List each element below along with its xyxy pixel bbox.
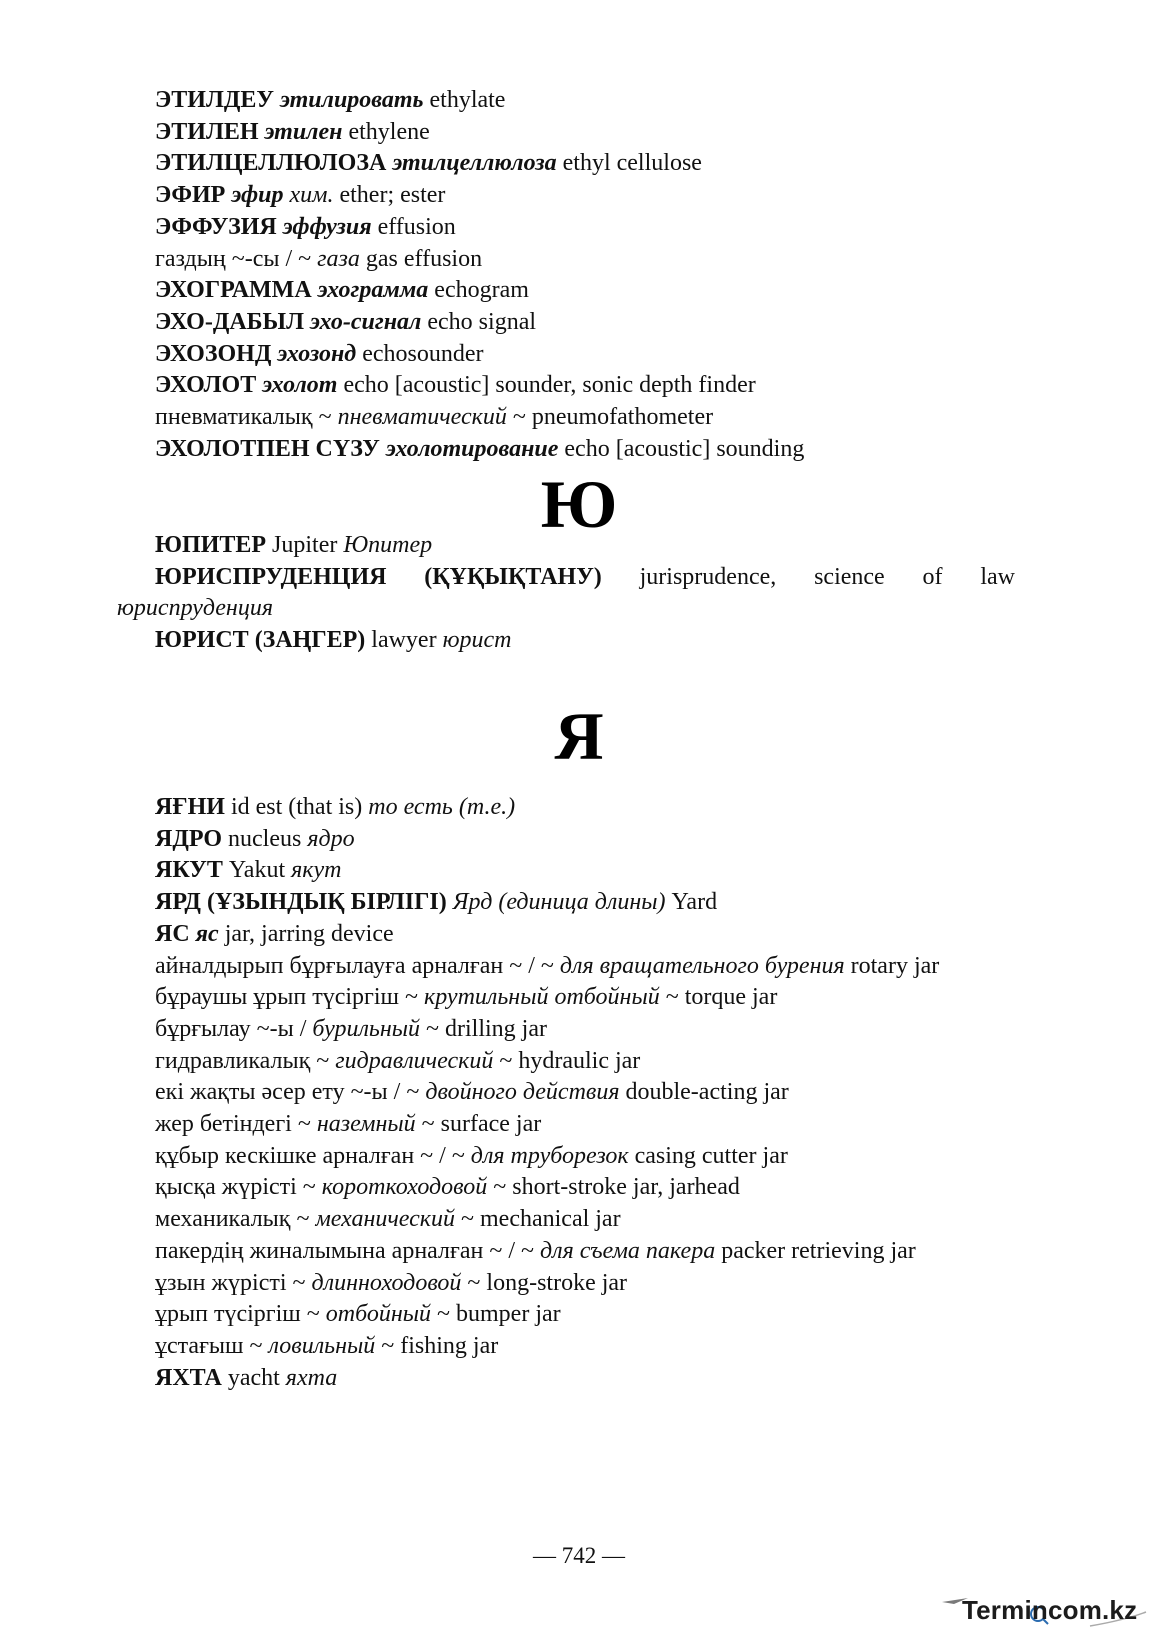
entry-translation-ru: крутильный отбойный [424, 984, 660, 1011]
dictionary-entry [155, 339, 1015, 371]
entry-text: Yard [665, 889, 718, 916]
entry-text: газдың ~-сы / ~ [155, 245, 318, 272]
entry-headword: этилцеллюлоза [392, 150, 557, 177]
entry-text: echo [acoustic] sounding [558, 435, 805, 462]
dictionary-entry [155, 1109, 1015, 1141]
dictionary-entry [155, 1299, 1015, 1331]
dictionary-entry [155, 530, 1015, 562]
dictionary-entry [155, 402, 1015, 434]
entry-headword: этилен [264, 118, 343, 145]
dictionary-entry [155, 307, 1015, 339]
entry-translation-ru: короткоходовой [321, 1174, 488, 1201]
entry-headword: ЭХОЛОТ [155, 372, 263, 399]
dictionary-entry [155, 625, 1015, 657]
entries-section-ya [155, 792, 1015, 1394]
entry-headword: ЯДРО [155, 825, 223, 852]
entry-headword: эхо-сигнал [310, 308, 422, 335]
entry-headword: ЭТИЛДЕУ [155, 87, 280, 113]
entry-translation-ru: длинноходовой [311, 1269, 462, 1296]
entry-text: пакердің жиналымына арналған ~ / ~ [155, 1237, 540, 1264]
dictionary-entry [155, 1141, 1015, 1173]
entry-translation-ru: для труборезок [470, 1142, 629, 1169]
entry-text: ~ pneumofathometer [506, 404, 714, 431]
entry-headword: ЭТИЛЦЕЛЛЮЛОЗА [155, 150, 393, 177]
entry-headword: ЭХОГРАММА [155, 277, 318, 304]
entry-text: packer retrieving jar [715, 1237, 916, 1264]
entry-translation-ru: Юпитер [343, 532, 433, 558]
entry-headword: яс [195, 920, 219, 947]
entry-text: ether; ester [333, 182, 446, 209]
dictionary-entry [155, 117, 1015, 149]
entry-text: ethylene [342, 118, 430, 145]
entry-translation-ru: юрист [442, 627, 512, 654]
entry-translation-ru: ядро [307, 825, 355, 852]
entry-translation-ru: для съема пакера [539, 1237, 716, 1264]
entry-text: ~ long-stroke jar [461, 1269, 628, 1296]
page-number: — 742 — [533, 1543, 625, 1568]
entry-translation-ru: то есть (т.е.) [368, 794, 516, 820]
dictionary-entry [155, 1363, 1015, 1395]
dictionary-entry [155, 244, 1015, 276]
entry-text: nucleus [222, 825, 308, 852]
entries-section-yu [117, 530, 1015, 657]
entry-text: механикалық ~ [155, 1206, 316, 1233]
entry-text: rotary jar [844, 952, 940, 979]
entry-headword: ЮРИСПРУДЕНЦИЯ (ҚҰҚЫҚТАНУ) [155, 563, 602, 590]
dictionary-entry [155, 982, 1015, 1014]
entry-headword: ЭФИР [155, 182, 232, 209]
entry-text: echosounder [356, 340, 484, 367]
entry-translation-ru: механический [315, 1206, 456, 1233]
entry-text: бұраушы ұрып түсіргіш ~ [155, 984, 425, 1011]
site-logo[interactable] [940, 1592, 1150, 1632]
entry-translation-ru: для вращательного бурения [559, 952, 845, 979]
entry-headword: ЯҒНИ [155, 794, 225, 820]
entry-text: құбыр кескішке арналған ~ / ~ [155, 1142, 471, 1169]
dictionary-entry [155, 85, 1015, 117]
entry-text: бұрғылау ~-ы / [155, 1015, 313, 1042]
dictionary-entry [155, 1172, 1015, 1204]
entry-text: ~ fishing jar [375, 1332, 499, 1359]
entry-text: echo [acoustic] sounder, sonic depth finder [337, 372, 756, 399]
dictionary-entry [155, 434, 1015, 466]
dictionary-entry [117, 562, 1015, 625]
dictionary-entry [155, 792, 1015, 824]
section-letter-ya: Я [554, 698, 604, 774]
entry-text: ~ torque jar [659, 984, 778, 1011]
dictionary-entry [155, 824, 1015, 856]
entry-text: пневматикалық ~ [155, 404, 338, 431]
entry-text: Yakut [222, 857, 292, 884]
entry-text: echogram [428, 277, 529, 304]
entry-text: echo signal [421, 308, 537, 335]
entry-headword: ЯС [155, 920, 196, 947]
entry-translation-ru: якут [291, 857, 342, 884]
entry-headword: эхолотирование [385, 435, 559, 462]
entry-headword: ЭХО-ДАБЫЛ [155, 308, 310, 335]
dictionary-entry [155, 887, 1015, 919]
entry-headword: эхозонд [277, 340, 357, 367]
entry-text: double-acting jar [619, 1079, 789, 1106]
entry-text: ұстағыш ~ [155, 1332, 269, 1359]
entry-translation-ru: ловильный [268, 1332, 376, 1359]
dictionary-entry [155, 148, 1015, 180]
entry-headword: ЭФФУЗИЯ [155, 213, 283, 240]
entry-headword: ЯХТА [155, 1364, 222, 1391]
entry-text: жер бетіндегі ~ [155, 1111, 317, 1138]
dictionary-entry [155, 951, 1015, 983]
entry-text: id est (that is) [224, 794, 369, 820]
entry-translation-ru: газа [317, 245, 360, 272]
entry-text: casing cutter jar [628, 1142, 788, 1169]
entry-headword: ЭХОЗОНД [155, 340, 278, 367]
entry-translation-ru: пневматический [337, 404, 507, 431]
dictionary-entry [155, 855, 1015, 887]
dictionary-entry [155, 275, 1015, 307]
entry-translation-ru: яхта [285, 1364, 338, 1391]
entry-text: yacht [221, 1364, 286, 1391]
entry-text: ~ hydraulic jar [493, 1047, 641, 1074]
entry-headword: эхограмма [317, 277, 429, 304]
entry-translation-ru: отбойный [325, 1301, 432, 1328]
entry-headword: этилировать [279, 87, 424, 113]
dictionary-entry [155, 180, 1015, 212]
entry-text: ұзын жүрісті ~ [155, 1269, 312, 1296]
entry-text: ~ bumper jar [431, 1301, 561, 1328]
entry-translation-ru: Ярд (единица длины) [452, 889, 666, 916]
entry-text: ұрып түсіргіш ~ [155, 1301, 326, 1328]
entry-headword: ЮРИСТ (ЗАҢГЕР) [155, 627, 366, 654]
entry-headword: эффузия [282, 213, 372, 240]
entry-text: айналдырып бұрғылауға арналған ~ / ~ [155, 952, 560, 979]
entry-text: ethylate [423, 87, 506, 113]
entry-translation-ru: двойного действия [425, 1079, 620, 1106]
entry-text: ~ mechanical jar [455, 1206, 621, 1233]
dictionary-entry [155, 370, 1015, 402]
entry-text: jar, jarring device [218, 920, 394, 947]
dictionary-entry [155, 1268, 1015, 1300]
entry-text: гидравликалық ~ [155, 1047, 336, 1074]
entry-translation-ru: юриспруденция [117, 595, 273, 622]
entry-headword: ЭТИЛЕН [155, 118, 265, 145]
entry-text: ~ surface jar [415, 1111, 542, 1138]
logo-text: Termincom.kz [962, 1595, 1138, 1625]
entry-text: gas effusion [359, 245, 483, 272]
entry-text: ethyl cellulose [556, 150, 702, 177]
entry-text: екі жақты әсер ету ~-ы / ~ [155, 1079, 426, 1106]
entry-translation-ru: бурильный [312, 1015, 420, 1042]
entry-text: ~ short-stroke jar, jarhead [487, 1174, 740, 1201]
dictionary-entry [155, 1331, 1015, 1363]
entry-text: қысқа жүрісті ~ [155, 1174, 322, 1201]
entry-headword: эфир [231, 182, 284, 209]
section-letter-yu: Ю [540, 466, 618, 542]
dictionary-entry [155, 212, 1015, 244]
dictionary-entry [155, 1014, 1015, 1046]
entry-headword: ЭХОЛОТПЕН СҮЗУ [155, 435, 386, 462]
entry-text: jurisprudence, science of law [601, 563, 1015, 590]
dictionary-entry [155, 1236, 1015, 1268]
dictionary-entry [155, 1046, 1015, 1078]
entry-headword: ЮПИТЕР [155, 532, 267, 558]
entry-headword: ЯРД (ҰЗЫНДЫҚ БІРЛІГІ) [155, 889, 447, 916]
dictionary-entry [155, 1204, 1015, 1236]
entry-headword: ЯКУТ [155, 857, 223, 884]
entry-translation-ru: наземный [316, 1111, 416, 1138]
entry-text: Jupiter [266, 532, 344, 558]
entry-text: lawyer [365, 627, 443, 654]
entry-headword: эхолот [262, 372, 338, 399]
entry-text: ~ drilling jar [420, 1015, 547, 1042]
dictionary-entry [155, 919, 1015, 951]
dictionary-entry [155, 1077, 1015, 1109]
entry-translation-ru: гидравлический [335, 1047, 494, 1074]
entry-text: effusion [371, 213, 456, 240]
entries-section-e [155, 85, 1015, 465]
entry-translation-ru: хим. [289, 182, 334, 209]
